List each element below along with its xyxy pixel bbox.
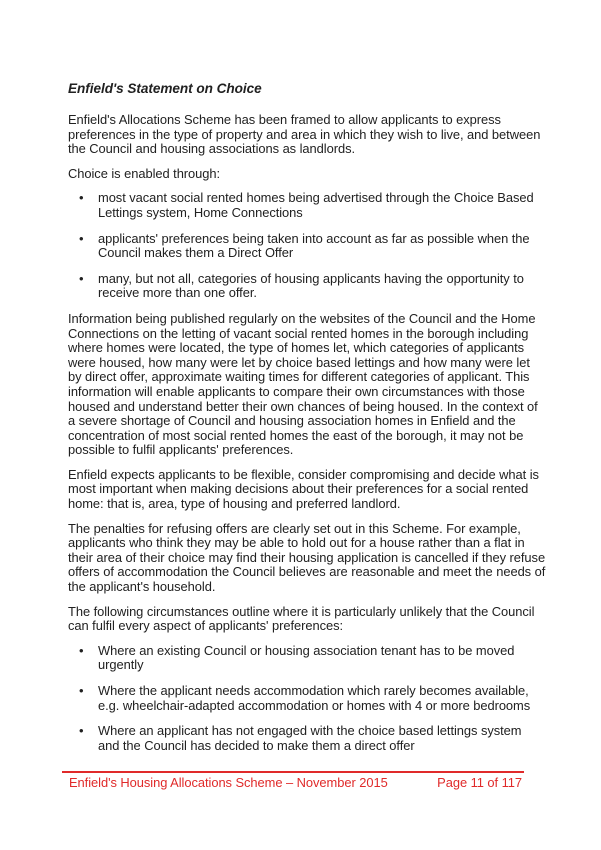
paragraph-choice-lead: Choice is enabled through:	[68, 165, 221, 181]
list-item	[68, 684, 546, 713]
list-item-text: most vacant social rented homes being advertised through the Choice Based Lettings system, Home Connections	[98, 190, 534, 220]
list-item	[68, 644, 546, 673]
list-item-text: many, but not all, categories of housing applicants having the opportunity to receive more than one offer.	[98, 270, 524, 301]
paragraph-intro: Enfield's Allocations Scheme has been framed to allow applicants to express preferences in the type of property and area in which they wish to live, and between the Council and housing associations as landlords.	[68, 112, 541, 157]
list-item-text: applicants' preferences being taken into account as far as possible when the Council makes them a Direct Offer	[98, 230, 530, 261]
page-footer	[62, 771, 524, 790]
footer-document-title: Enfield's Housing Allocations Scheme – November 2015	[69, 775, 388, 790]
paragraph-information: Information being published regularly on the websites of the Council and the Home Connections on the letting of vacant social rented homes in the borough including where homes were located, the type of homes let, which categories of applicants were housed, how many were let by choice based lettings and how many were let by direct offer, approximate waiting times for different categories of applicant. This information will enable applicants to compare their own circumstances with those housed and understand better their own chances of being housed. In the context of a severe shortage of Council and housing association homes in Enfield and the concentration of most social rented homes the east of the borough, it may not be possible to fulfil applicants' preferences.	[68, 310, 538, 458]
list-item	[68, 232, 546, 261]
list-item	[68, 724, 546, 753]
bullet-dot-icon	[79, 232, 84, 247]
circumstance-bullet-list	[68, 644, 546, 754]
footer-page-number: Page 11 of 117	[437, 775, 522, 790]
paragraph-flexible: Enfield expects applicants to be flexible, consider compromising and decide what is most important when making decisions about their preferences for a social rented home: that is, area, type of housing and preferred landlord.	[68, 466, 539, 512]
list-item	[68, 191, 546, 220]
list-item-text: Where an existing Council or housing association tenant has to be moved urgently	[98, 642, 515, 673]
bullet-dot-icon	[79, 644, 84, 659]
list-item-text: Where an applicant has not engaged with the choice based lettings system and the Council has decided to make them a direct offer	[98, 723, 522, 753]
page-title: Enfield's Statement on Choice	[68, 81, 262, 96]
bullet-dot-icon	[79, 191, 84, 206]
bullet-dot-icon	[79, 272, 84, 287]
paragraph-penalties: The penalties for refusing offers are clearly set out in this Scheme. For example, applicants who think they may be able to hold out for a house rather than a flat in their area of their choice may find their housing application is cancelled if they refuse offers of accommodation the Council believes are reasonable and meet the needs of the applicant's household.	[68, 520, 546, 595]
list-item	[68, 272, 546, 301]
list-item-text: Where the applicant needs accommodation which rarely becomes available, e.g. wheelchair-adapted accommodation or homes with 4 or more bedrooms	[98, 683, 531, 713]
paragraph-circumstances-lead: The following circumstances outline where it is particularly unlikely that the Council can fulfil every aspect of applicants' preferences:	[68, 603, 535, 634]
bullet-dot-icon	[79, 724, 84, 739]
choice-bullet-list	[68, 191, 546, 301]
bullet-dot-icon	[79, 684, 84, 699]
